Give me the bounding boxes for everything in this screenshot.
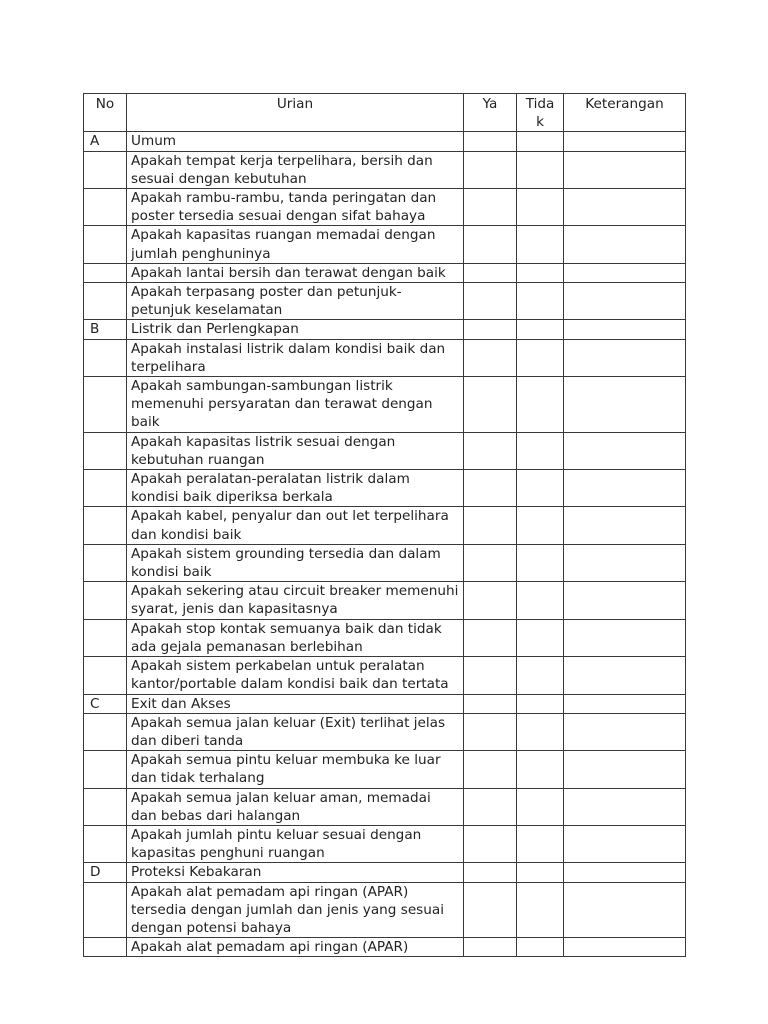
table-row xyxy=(84,619,686,656)
cell-no xyxy=(84,151,127,188)
section-row xyxy=(84,132,686,151)
header-keterangan: Keterangan xyxy=(564,94,686,132)
cell-no xyxy=(84,263,127,282)
cell-urian: Apakah tempat kerja terpelihara, bersih dan sesuai dengan kebutuhan xyxy=(127,151,464,188)
cell-ya xyxy=(464,713,517,750)
section-title: Umum xyxy=(127,132,464,151)
cell-urian: Apakah jumlah pintu keluar sesuai dengan kapasitas penghuni ruangan xyxy=(127,825,464,862)
section-title: Exit dan Akses xyxy=(127,694,464,713)
cell-keterangan xyxy=(564,582,686,619)
cell-tidak xyxy=(517,938,564,957)
table-row xyxy=(84,788,686,825)
cell-no xyxy=(84,619,127,656)
header-no: No xyxy=(84,94,127,132)
cell-ya xyxy=(464,825,517,862)
cell-keterangan xyxy=(564,151,686,188)
cell-ya xyxy=(464,863,517,882)
cell-urian: Apakah lantai bersih dan terawat dengan baik xyxy=(127,263,464,282)
cell-no xyxy=(84,938,127,957)
cell-urian: Apakah semua pintu keluar membuka ke luar dan tidak terhalang xyxy=(127,751,464,788)
cell-keterangan xyxy=(564,470,686,507)
cell-keterangan xyxy=(564,339,686,376)
cell-no xyxy=(84,283,127,320)
cell-no xyxy=(84,882,127,938)
cell-tidak xyxy=(517,788,564,825)
cell-no xyxy=(84,788,127,825)
cell-no xyxy=(84,582,127,619)
cell-keterangan xyxy=(564,825,686,862)
table-row xyxy=(84,470,686,507)
cell-ya xyxy=(464,320,517,339)
cell-tidak xyxy=(517,226,564,263)
cell-ya xyxy=(464,788,517,825)
cell-tidak xyxy=(517,189,564,226)
cell-ya xyxy=(464,657,517,694)
table-row xyxy=(84,151,686,188)
cell-ya xyxy=(464,151,517,188)
table-row xyxy=(84,544,686,581)
cell-no xyxy=(84,507,127,544)
cell-tidak xyxy=(517,470,564,507)
cell-urian: Apakah peralatan-peralatan listrik dalam kondisi baik diperiksa berkala xyxy=(127,470,464,507)
cell-keterangan xyxy=(564,657,686,694)
table-row xyxy=(84,283,686,320)
cell-ya xyxy=(464,938,517,957)
cell-keterangan xyxy=(564,694,686,713)
cell-urian: Apakah semua jalan keluar (Exit) terlihat jelas dan diberi tanda xyxy=(127,713,464,750)
cell-tidak xyxy=(517,151,564,188)
cell-tidak xyxy=(517,507,564,544)
cell-tidak xyxy=(517,263,564,282)
cell-keterangan xyxy=(564,938,686,957)
cell-keterangan xyxy=(564,189,686,226)
cell-keterangan xyxy=(564,751,686,788)
cell-no: D xyxy=(84,863,127,882)
cell-tidak xyxy=(517,339,564,376)
cell-urian: Apakah semua jalan keluar aman, memadai dan bebas dari halangan xyxy=(127,788,464,825)
header-tidak: Tida k xyxy=(517,94,564,132)
cell-no xyxy=(84,226,127,263)
table-row xyxy=(84,189,686,226)
header-ya: Ya xyxy=(464,94,517,132)
table-row xyxy=(84,882,686,938)
cell-keterangan xyxy=(564,320,686,339)
cell-ya xyxy=(464,432,517,469)
cell-urian: Apakah kapasitas listrik sesuai dengan kebutuhan ruangan xyxy=(127,432,464,469)
cell-urian: Apakah sistem grounding tersedia dan dalam kondisi baik xyxy=(127,544,464,581)
cell-keterangan xyxy=(564,226,686,263)
cell-no xyxy=(84,713,127,750)
table-row xyxy=(84,226,686,263)
table-row xyxy=(84,432,686,469)
cell-keterangan xyxy=(564,263,686,282)
cell-tidak xyxy=(517,320,564,339)
cell-urian: Apakah rambu-rambu, tanda peringatan dan poster tersedia sesuai dengan sifat bahaya xyxy=(127,189,464,226)
cell-no xyxy=(84,470,127,507)
cell-ya xyxy=(464,377,517,433)
cell-ya xyxy=(464,751,517,788)
cell-tidak xyxy=(517,694,564,713)
cell-urian: Apakah sambungan-sambungan listrik memenuhi persyaratan dan terawat dengan baik xyxy=(127,377,464,433)
section-title: Proteksi Kebakaran xyxy=(127,863,464,882)
checklist-table xyxy=(83,93,686,957)
cell-no xyxy=(84,751,127,788)
cell-urian: Apakah kapasitas ruangan memadai dengan jumlah penghuninya xyxy=(127,226,464,263)
cell-urian: Apakah kabel, penyalur dan out let terpelihara dan kondisi baik xyxy=(127,507,464,544)
cell-no xyxy=(84,339,127,376)
cell-keterangan xyxy=(564,544,686,581)
cell-ya xyxy=(464,694,517,713)
cell-urian: Apakah sekering atau circuit breaker memenuhi syarat, jenis dan kapasitasnya xyxy=(127,582,464,619)
cell-urian: Apakah alat pemadam api ringan (APAR) xyxy=(127,938,464,957)
cell-urian: Apakah alat pemadam api ringan (APAR) tersedia dengan jumlah dan jenis yang sesuai dengan potensi bahaya xyxy=(127,882,464,938)
cell-urian: Apakah terpasang poster dan petunjuk-petunjuk keselamatan xyxy=(127,283,464,320)
cell-ya xyxy=(464,283,517,320)
cell-tidak xyxy=(517,432,564,469)
cell-tidak xyxy=(517,863,564,882)
section-row xyxy=(84,863,686,882)
cell-tidak xyxy=(517,582,564,619)
cell-tidak xyxy=(517,377,564,433)
table-header-row xyxy=(84,94,686,132)
cell-tidak xyxy=(517,283,564,320)
cell-ya xyxy=(464,263,517,282)
cell-ya xyxy=(464,507,517,544)
cell-tidak xyxy=(517,657,564,694)
cell-keterangan xyxy=(564,132,686,151)
table-row xyxy=(84,657,686,694)
cell-tidak xyxy=(517,713,564,750)
table-row xyxy=(84,751,686,788)
cell-no xyxy=(84,544,127,581)
cell-tidak xyxy=(517,751,564,788)
table-row xyxy=(84,377,686,433)
cell-ya xyxy=(464,619,517,656)
cell-tidak xyxy=(517,544,564,581)
cell-keterangan xyxy=(564,882,686,938)
cell-keterangan xyxy=(564,788,686,825)
cell-keterangan xyxy=(564,713,686,750)
cell-no: B xyxy=(84,320,127,339)
cell-ya xyxy=(464,132,517,151)
cell-urian: Apakah sistem perkabelan untuk peralatan kantor/portable dalam kondisi baik dan tertata xyxy=(127,657,464,694)
cell-no: C xyxy=(84,694,127,713)
table-row xyxy=(84,938,686,957)
cell-keterangan xyxy=(564,507,686,544)
table-row xyxy=(84,825,686,862)
cell-no xyxy=(84,377,127,433)
cell-keterangan xyxy=(564,863,686,882)
cell-ya xyxy=(464,226,517,263)
cell-keterangan xyxy=(564,619,686,656)
cell-keterangan xyxy=(564,377,686,433)
cell-urian: Apakah instalasi listrik dalam kondisi baik dan terpelihara xyxy=(127,339,464,376)
cell-tidak xyxy=(517,825,564,862)
cell-no xyxy=(84,657,127,694)
table-row xyxy=(84,263,686,282)
cell-tidak xyxy=(517,132,564,151)
cell-ya xyxy=(464,582,517,619)
table-row xyxy=(84,339,686,376)
cell-no xyxy=(84,432,127,469)
cell-ya xyxy=(464,189,517,226)
cell-no xyxy=(84,825,127,862)
table-row xyxy=(84,507,686,544)
cell-no: A xyxy=(84,132,127,151)
cell-ya xyxy=(464,339,517,376)
section-row xyxy=(84,320,686,339)
cell-no xyxy=(84,189,127,226)
cell-ya xyxy=(464,544,517,581)
cell-ya xyxy=(464,470,517,507)
section-row xyxy=(84,694,686,713)
cell-keterangan xyxy=(564,432,686,469)
cell-tidak xyxy=(517,882,564,938)
table-row xyxy=(84,582,686,619)
cell-keterangan xyxy=(564,283,686,320)
cell-urian: Apakah stop kontak semuanya baik dan tidak ada gejala pemanasan berlebihan xyxy=(127,619,464,656)
table-row xyxy=(84,713,686,750)
section-title: Listrik dan Perlengkapan xyxy=(127,320,464,339)
cell-ya xyxy=(464,882,517,938)
header-urian: Urian xyxy=(127,94,464,132)
cell-tidak xyxy=(517,619,564,656)
